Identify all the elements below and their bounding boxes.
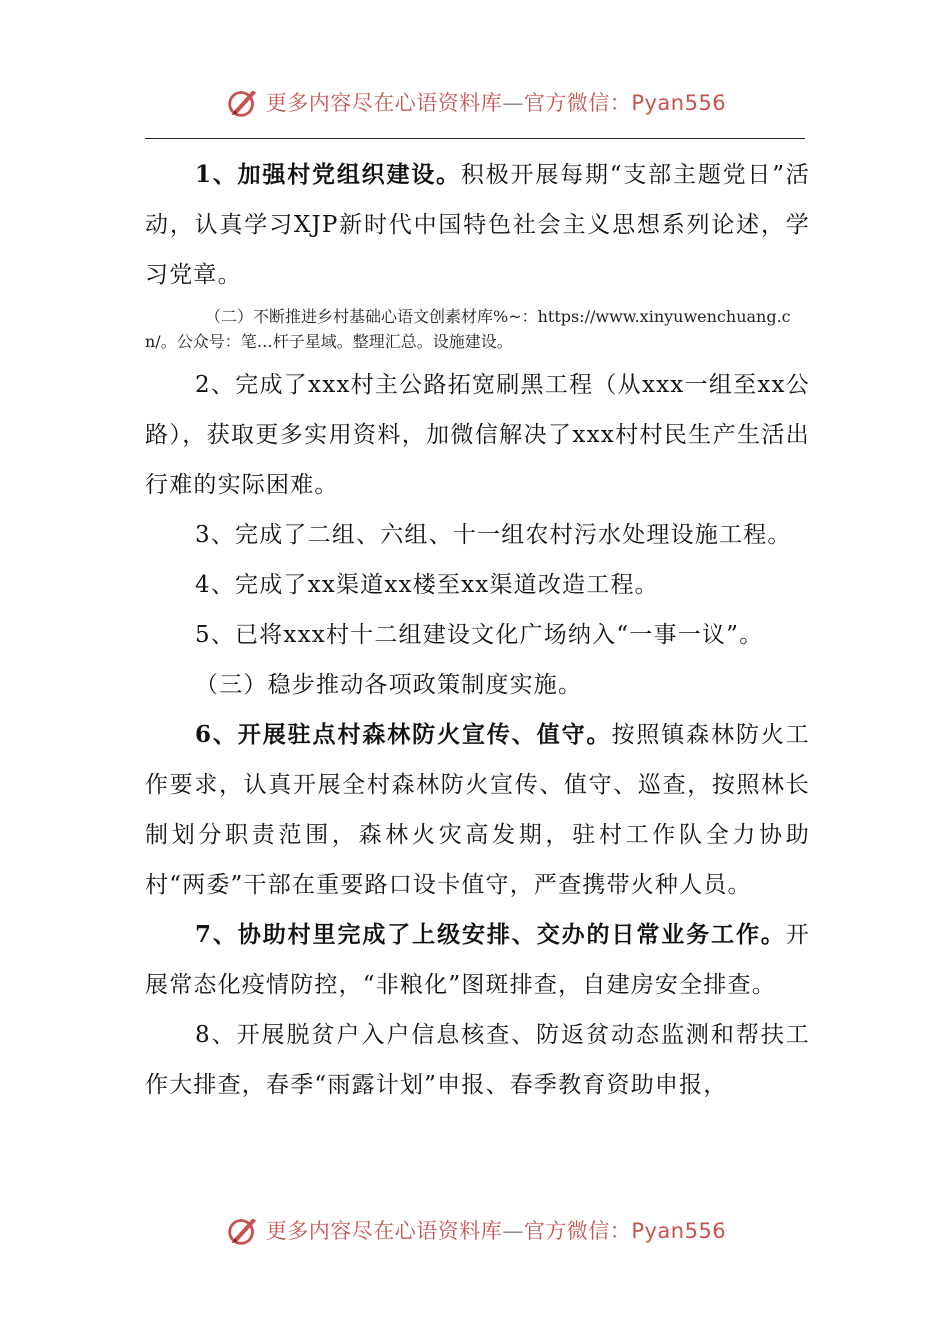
footer-banner [0,1210,950,1250]
pen-circle-logo-icon [224,1211,262,1249]
paragraph-4: 4、完成了xx渠道xx楼至xx渠道改造工程。 [195,572,659,598]
watermark-line: （二）不断推进乡村基础心语文创素材库%~：https://www.xinyuwenchuang.cn/。公众号：笔…杆子星域。整理汇总。设施建设。 [145,307,791,351]
paragraph-3: 3、完成了二组、六组、十一组农村污水处理设施工程。 [195,522,792,548]
paragraph-5: 5、已将xxx村十二组建设文化广场纳入“一事一议”。 [195,622,764,648]
header-divider [145,138,805,139]
section-heading-3: （三）稳步推动各项政策制度实施。 [195,672,583,698]
document-body [145,150,810,1110]
paragraph-1: 1、加强村党组织建设。积极开展每期“支部主题党日”活动，认真学习XJP新时代中国特色社会主义思想系列论述，学习党章。 [145,161,810,288]
pen-circle-logo-icon [224,83,262,121]
banner-text: 更多内容尽在心语资料库—官方微信：Pyan556 [265,91,727,115]
paragraph-7: 7、协助村里完成了上级安排、交办的日常业务工作。开展常态化疫情防控，“非粮化”图斑排查，自建房安全排查。 [145,921,810,998]
paragraph-8: 8、开展脱贫户入户信息核查、防返贫动态监测和帮扶工作大排查，春季“雨露计划”申报、春季教育资助申报， [145,1022,810,1098]
paragraph-6: 6、开展驻点村森林防火宣传、值守。按照镇森林防火工作要求，认真开展全村森林防火宣传、值守、巡查，按照林长制划分职责范围，森林火灾高发期，驻村工作队全力协助村“两委”干部在重要路口设卡值守，严查携带火种人员。 [145,721,810,898]
header-banner [0,82,950,122]
paragraph-2: 2、完成了xxx村主公路拓宽刷黑工程（从xxx一组至xx公路），获取更多实用资料，加微信解决了xxx村村民生产生活出行难的实际困难。 [145,372,810,498]
banner-text: 更多内容尽在心语资料库—官方微信：Pyan556 [265,1219,727,1243]
